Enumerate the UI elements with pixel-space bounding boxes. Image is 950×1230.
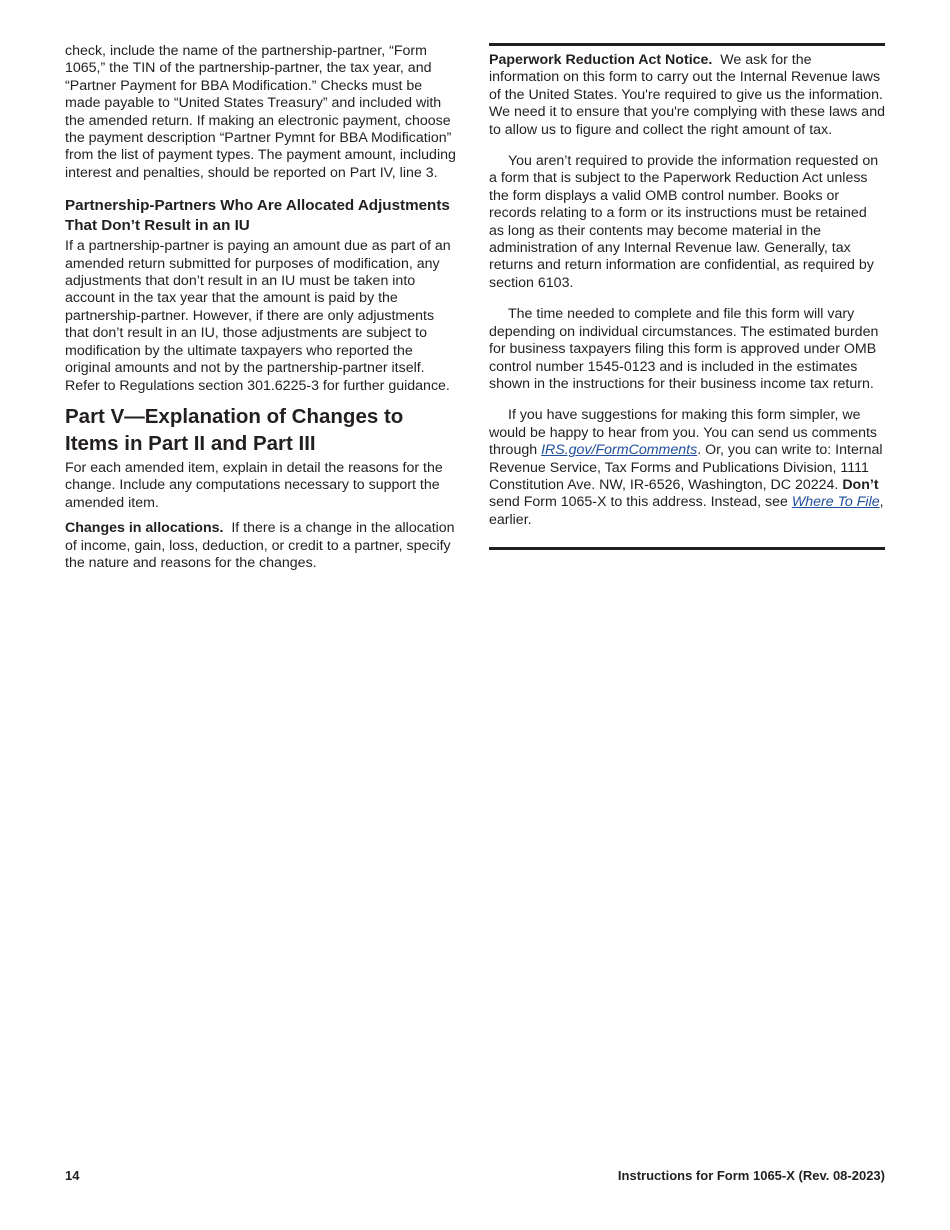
where-to-file-link[interactable]: Where To File [791, 494, 880, 511]
suggest-dont: Don’t [842, 476, 879, 493]
notice-lead: Paperwork Reduction Act Notice. [489, 52, 713, 68]
notice-text: We ask for the information on this form to carry out the Internal Revenue laws of the United States. You're required to give us the information. We need it to ensure that you're complying with these laws and to allow us to figure and collect the right amount of tax. [489, 52, 885, 138]
page-number: 14 [65, 1168, 80, 1183]
paragraph-part-v: For each amended item, explain in detail the reasons for the change. Include any computations necessary to support the amended item. [65, 459, 443, 511]
heading-partnership-partners: Partnership-Partners Who Are Allocated Adjustments That Don’t Result in an IU [65, 197, 450, 234]
right-column [489, 43, 885, 550]
allocations-lead: Changes in allocations. [65, 520, 224, 537]
paragraph-paperwork-notice [489, 52, 885, 139]
heading-part-v: Part V—Explanation of Changes to Items in Part II and Part III [65, 404, 404, 455]
allocations-text: If there is a change in the allocation of income, gain, loss, deduction, or credit to a partner, specify the nature and reasons for the changes. [65, 520, 455, 571]
suggest-text-b: . Or, you can write to: Internal Revenue Service, Tax Forms and Publications Division, 1111 Constitution Ave. NW, IR-6526, Washington, DC 20224. [489, 442, 883, 493]
left-column [65, 43, 461, 572]
paragraph-time-burden: The time needed to complete and file this form will vary depending on individual circumstances. The estimated burden for business taxpayers filing this form is approved under OMB control number 1545-0123 and is included in the estimates shown in the instructions for their business income tax return. [489, 306, 879, 392]
suggest-text-a: If you have suggestions for making this form simpler, we would be happy to hear from you. You can send us comments through [489, 407, 878, 459]
footer-document-title: Instructions for Form 1065-X (Rev. 08-2023) [617, 1168, 885, 1183]
bottom-rule [489, 547, 885, 550]
suggest-text-c: send Form 1065-X to this address. Instead, see [489, 494, 788, 511]
paperwork-notice-box [489, 43, 885, 550]
paragraph-payment-instructions: check, include the name of the partnership-partner, “Form 1065,” the TIN of the partnership-partner, the tax year, and “Partner Payment for BBA Modification.” Checks must be made payable to “United States Treasury” and included with the amended return. If making an electronic payment, choose the payment description “Partner Pymnt for BBA Modification” from the list of payment types. The payment amount, including interest and penalties, should be reported on Part IV, line 3. [65, 43, 456, 181]
paragraph-omb-control: You aren’t required to provide the information requested on a form that is subject to the Paperwork Reduction Act unless the form displays a valid OMB control number. Books or records relating to a form or its instructions must be retained as long as their contents may become material in the administration of any Internal Revenue law. Generally, tax returns and return information are confidential, as required by section 6103. [489, 153, 879, 291]
irs-form-comments-link[interactable]: IRS.gov/FormComments [541, 442, 698, 459]
paragraph-suggestions [489, 407, 885, 529]
paragraph-partnership-partners: If a partnership-partner is paying an amount due as part of an amended return submitted for purposes of modification, any adjustments that don’t result in an IU must be taken into account in the tax year that the amount is paid by the partnership-partner. However, if there are only adjustments that don’t result in an IU, those adjustments are subject to modification by the ultimate taxpayers who reported the original amounts and not by the partnership-partner itself. Refer to Regulations section 301.6225-3 for further guidance. [65, 238, 451, 394]
suggest-text-d: , earlier. [489, 494, 884, 528]
paragraph-changes-in-allocations [65, 520, 461, 572]
